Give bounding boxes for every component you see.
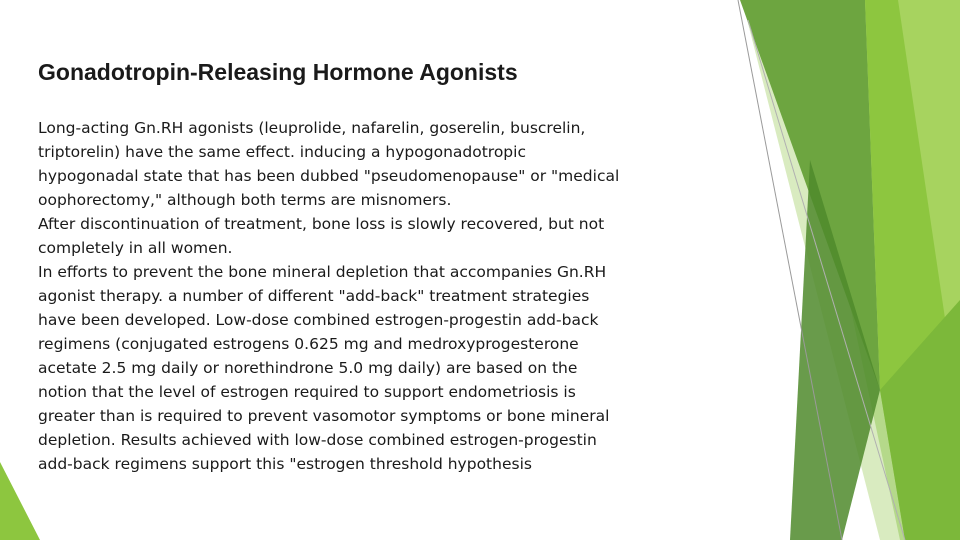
body-line: triptorelin) have the same effect. inducing a hypogonadotropic	[38, 143, 526, 161]
body-line: have been developed. Low-dose combined estrogen-progestin add-back	[38, 311, 599, 329]
body-line: add-back regimens support this "estrogen threshold hypothesis	[38, 455, 532, 473]
body-line: regimens (conjugated estrogens 0.625 mg and medroxyprogesterone	[38, 335, 579, 353]
body-line: notion that the level of estrogen required to support endometriosis is	[38, 383, 576, 401]
body-line: In efforts to prevent the bone mineral depletion that accompanies Gn.RH	[38, 263, 607, 281]
left-corner-triangle	[0, 462, 40, 540]
body-line: agonist therapy. a number of different "add-back" treatment strategies	[38, 287, 590, 305]
body-line: After discontinuation of treatment, bone loss is slowly recovered, but not	[38, 215, 605, 233]
body-line: completely in all women.	[38, 239, 233, 257]
body-line: acetate 2.5 mg daily or norethindrone 5.0 mg daily) are based on the	[38, 359, 578, 377]
body-line: Long-acting Gn.RH agonists (leuprolide, nafarelin, goserelin, buscrelin,	[38, 119, 586, 137]
slide-body	[38, 116, 718, 476]
slide-title: Gonadotropin-Releasing Hormone Agonists	[38, 59, 518, 85]
body-line: hypogonadal state that has been dubbed "pseudomenopause" or "medical	[38, 167, 620, 185]
body-line: greater than is required to prevent vasomotor symptoms or bone mineral	[38, 407, 610, 425]
body-line: oophorectomy," although both terms are misnomers.	[38, 191, 452, 209]
body-line: depletion. Results achieved with low-dose combined estrogen-progestin	[38, 431, 597, 449]
